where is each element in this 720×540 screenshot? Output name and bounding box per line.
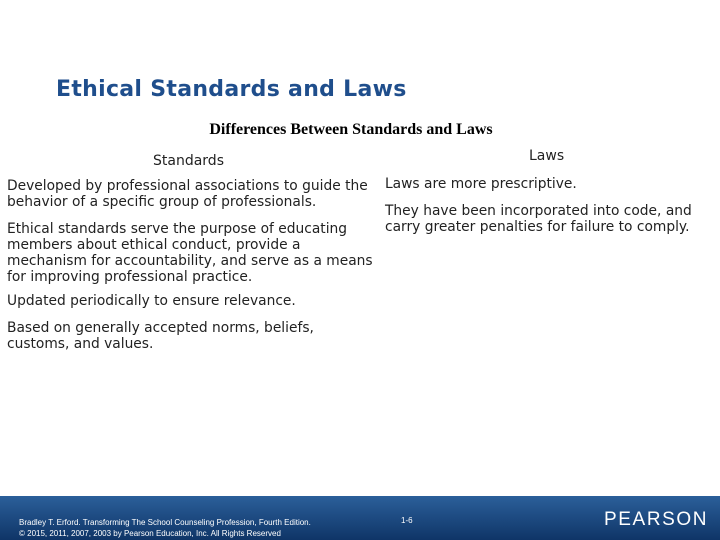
laws-item-prescriptive: Laws are more prescriptive. [385, 176, 577, 192]
slide-subtitle: Differences Between Standards and Laws [209, 121, 493, 138]
standards-item-development: Developed by professional associations to guide the behavior of a specific group of professionals. [7, 178, 368, 210]
standards-item-norms: Based on generally accepted norms, beliefs, customs, and values. [7, 320, 314, 352]
footer-credit-line2: © 2015, 2011, 2007, 2003 by Pearson Education, Inc. All Rights Reserved [19, 529, 281, 538]
laws-heading: Laws [529, 148, 565, 164]
footer-credit [19, 517, 311, 539]
footer-credit-line1: Bradley T. Erford. Transforming The School Counseling Profession, Fourth Edition. [19, 518, 311, 527]
pearson-logo: PEARSON [604, 509, 709, 530]
laws-item-code: They have been incorporated into code, and carry greater penalties for failure to comply. [385, 203, 692, 235]
page-number: 1-6 [401, 516, 413, 525]
standards-item-updated: Updated periodically to ensure relevance. [7, 293, 296, 309]
standards-item-purpose: Ethical standards serve the purpose of educating members about ethical conduct, provide a mechanism for accountability, and serve as a means for improving professional practice. [7, 221, 373, 285]
slide-title: Ethical Standards and Laws [56, 77, 407, 102]
standards-heading: Standards [153, 153, 224, 169]
